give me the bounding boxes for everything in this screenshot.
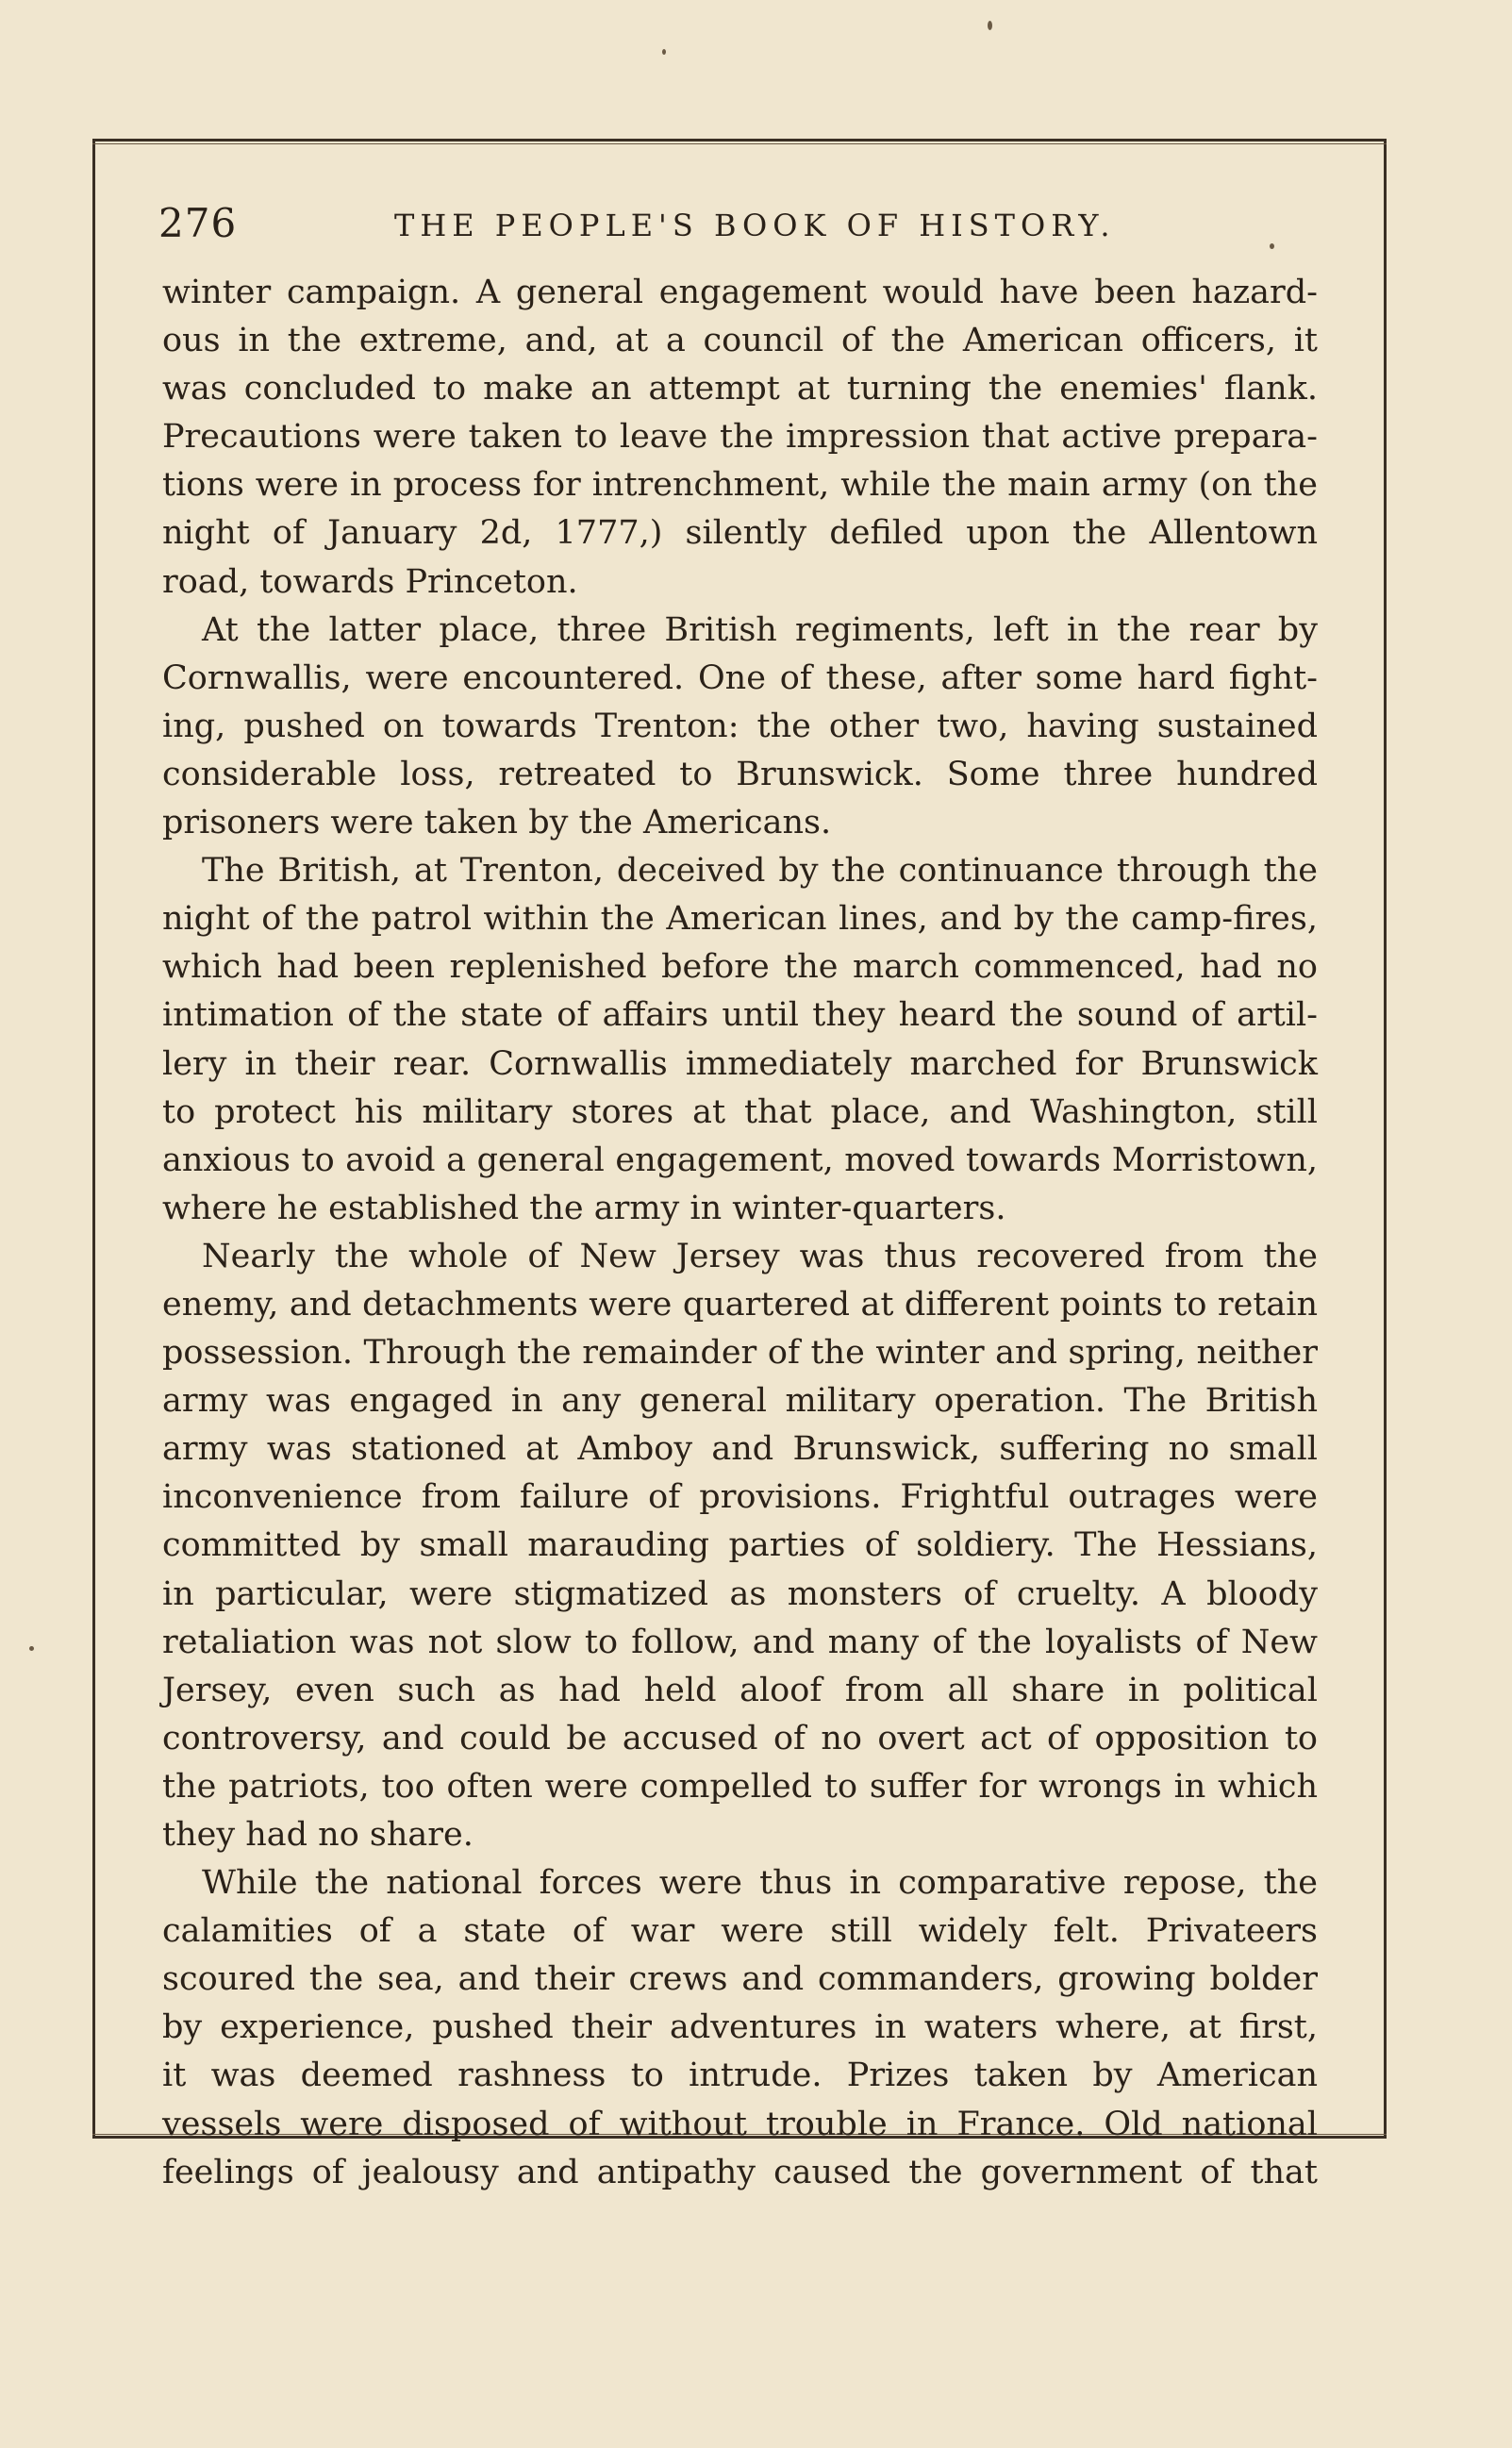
text-line: While the national forces were thus in comparative repose, the xyxy=(202,1864,1318,1903)
text-line: night of January 2d, 1777,) silently defiled upon the Allentown xyxy=(162,514,1318,553)
page-number: 276 xyxy=(158,200,238,246)
text-line: inconvenience from failure of provisions. Frightful outrages were xyxy=(162,1478,1318,1517)
text-line: road, towards Princeton. xyxy=(162,562,578,601)
text-line: winter campaign. A general engagement would have been hazard- xyxy=(162,274,1318,311)
text-line: possession. Through the remainder of the winter and spring, neither xyxy=(162,1334,1318,1373)
text-line: scoured the sea, and their crews and commanders, growing bolder xyxy=(162,1960,1318,1999)
text-line: committed by small marauding parties of soldiery. The Hessians, xyxy=(162,1526,1318,1565)
text-line: enemy, and detachments were quartered at different points to retain xyxy=(162,1285,1318,1324)
text-line: which had been replenished before the march commenced, had no xyxy=(162,948,1318,987)
text-line: Precautions were taken to leave the impression that active prepara- xyxy=(162,418,1318,457)
text-line: Jersey, even such as had held aloof from all share in political xyxy=(162,1671,1318,1709)
text-line: retaliation was not slow to follow, and many of the loyalists of New xyxy=(162,1623,1318,1661)
text-line: considerable loss, retreated to Brunswick. Some three hundred xyxy=(162,755,1318,793)
ink-speck xyxy=(988,21,992,30)
ink-speck xyxy=(29,1646,34,1651)
text-line: feelings of jealousy and antipathy caused the government of that xyxy=(162,2153,1318,2191)
text-line: The British, at Trenton, deceived by the continuance through the xyxy=(202,852,1318,891)
text-line: anxious to avoid a general engagement, moved towards Morristown, xyxy=(162,1141,1318,1179)
text-line: the patriots, too often were compelled to suffer for wrongs in which xyxy=(162,1767,1318,1806)
text-line: to protect his military stores at that place, and Washington, still xyxy=(162,1092,1318,1131)
body-text xyxy=(162,269,1318,2197)
page-header xyxy=(158,200,1338,266)
text-line: tions were in process for intrenchment, while the main army (on the xyxy=(162,466,1318,505)
text-line: in particular, were stigmatized as monsters of cruelty. A bloody xyxy=(162,1574,1318,1613)
text-line: At the latter place, three British regiments, left in the rear by xyxy=(202,610,1318,649)
text-line: lery in their rear. Cornwallis immediately marched for Brunswick xyxy=(162,1044,1318,1083)
text-line: ous in the extreme, and, at a council of the American officers, it xyxy=(162,322,1318,360)
text-line: where he established the army in winter-quarters. xyxy=(162,1189,1006,1227)
text-line: they had no share. xyxy=(162,1816,474,1854)
text-line: night of the patrol within the American lines, and by the camp-fires, xyxy=(162,900,1318,939)
text-line: calamities of a state of war were still widely felt. Privateers xyxy=(162,1912,1318,1951)
ink-speck xyxy=(662,49,666,55)
text-line: Cornwallis, were encountered. One of these, after some hard fight- xyxy=(162,658,1318,697)
running-head: THE PEOPLE'S BOOK OF HISTORY. xyxy=(394,208,1116,243)
text-line: vessels were disposed of without trouble in France. Old national xyxy=(162,2105,1318,2143)
text-line: ing, pushed on towards Trenton: the other two, having sustained xyxy=(162,707,1318,745)
text-line: army was stationed at Amboy and Brunswick, suffering no small xyxy=(162,1430,1318,1469)
text-line: controversy, and could be accused of no overt act of opposition to xyxy=(162,1719,1318,1757)
text-line: by experience, pushed their adventures in waters where, at first, xyxy=(162,2008,1318,2047)
text-line: prisoners were taken by the Americans. xyxy=(162,804,832,842)
text-line: intimation of the state of affairs until they heard the sound of artil- xyxy=(162,996,1318,1035)
text-line: it was deemed rashness to intrude. Prizes taken by American xyxy=(162,2057,1318,2095)
page-border-top-rule xyxy=(92,143,1387,144)
text-line: army was engaged in any general military operation. The British xyxy=(162,1382,1318,1421)
text-line: Nearly the whole of New Jersey was thus recovered from the xyxy=(202,1237,1318,1275)
text-line: was concluded to make an attempt at turning the enemies' flank. xyxy=(162,370,1318,408)
